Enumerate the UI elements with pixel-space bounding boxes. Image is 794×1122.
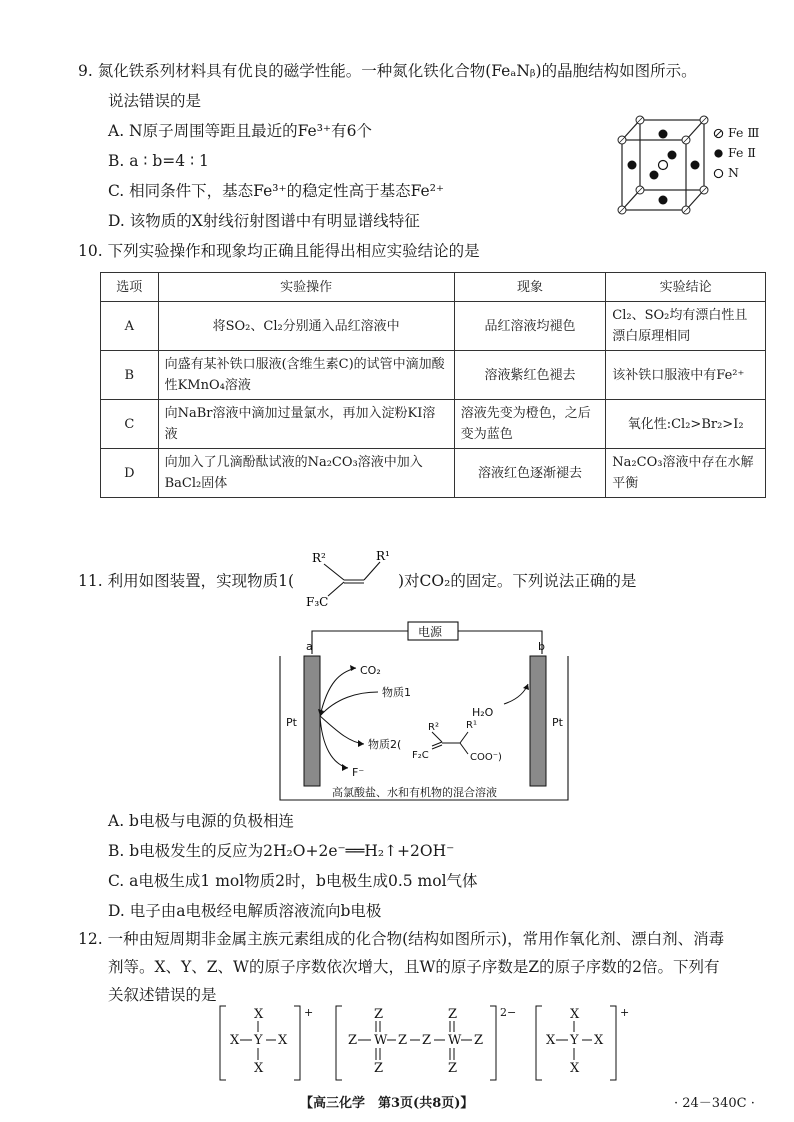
q9-option-d: D. 该物质的X射线衍射图谱中有明显谱线特征 — [108, 212, 420, 230]
svg-text:2−: 2− — [500, 1006, 517, 1019]
open-circle-icon — [713, 168, 724, 179]
wuzhi2-label: 物质2( — [368, 738, 402, 751]
row-phenomenon: 品红溶液均褪色 — [454, 302, 606, 351]
svg-text:Y: Y — [570, 1033, 579, 1048]
q12-stem-line1: 12. 一种由短周期非金属主族元素组成的化合物(结构如图所示)，常用作氧化剂、漂白剂、消毒 — [78, 930, 725, 948]
q12-stem-line3: 关叙述错误的是 — [108, 986, 217, 1004]
svg-text:+: + — [620, 1006, 630, 1019]
prod-r2-label: R² — [428, 722, 439, 733]
mol-f3c-label: F₃C — [306, 595, 329, 609]
filled-circle-icon — [713, 148, 724, 159]
q11-option-b: B. b电极发生的反应为2H₂O+2e⁻══H₂↑+2OH⁻ — [108, 842, 455, 860]
row-option: B — [101, 351, 159, 400]
arrow-wuzhi2 — [320, 716, 364, 744]
header-phenomenon: 现象 — [454, 273, 606, 302]
crystal-cell-diagram — [612, 112, 712, 222]
fminus-label: F⁻ — [352, 766, 365, 779]
row-operation: 将SO₂、Cl₂分别通入品红溶液中 — [158, 302, 454, 351]
svg-text:Y: Y — [254, 1033, 263, 1048]
table-row — [101, 400, 766, 449]
svg-text:W: W — [374, 1033, 388, 1048]
table-row — [101, 302, 766, 351]
experiment-table — [100, 272, 766, 498]
q9-option-b: B. a ∶ b=4 ∶ 1 — [108, 152, 209, 170]
svg-text:Z: Z — [448, 1007, 458, 1022]
row-option: C — [101, 400, 159, 449]
table-row — [101, 351, 766, 400]
svg-text:Z: Z — [374, 1007, 384, 1022]
footer-page-info: 【高三化学 第3页(共8页)】 — [300, 1096, 474, 1111]
q12-stem-line2: 剂等。X、Y、Z、W的原子序数依次增大，且W的原子序数是Z的原子序数的2倍。下列有 — [108, 958, 720, 976]
svg-text:Z: Z — [374, 1061, 384, 1076]
row-phenomenon: 溶液紫红色褪去 — [454, 351, 606, 400]
table-row — [101, 449, 766, 498]
q9-stem-line2: 说法错误的是 — [108, 92, 202, 110]
row-operation: 向盛有某补铁口服液(含维生素C)的试管中滴加酸性KMnO₄溶液 — [158, 351, 454, 400]
q10-stem: 10. 下列实验操作和现象均正确且能得出相应实验结论的是 — [78, 242, 480, 260]
svg-text:X: X — [594, 1033, 604, 1048]
svg-text:W: W — [448, 1033, 462, 1048]
svg-text:Z: Z — [422, 1033, 432, 1048]
svg-text:X: X — [278, 1033, 288, 1048]
electrolysis-apparatus — [272, 616, 576, 806]
row-option: D — [101, 449, 159, 498]
header-conclusion: 实验结论 — [606, 273, 766, 302]
legend-n: N — [713, 163, 759, 183]
legend-fe2: Fe Ⅱ — [713, 143, 759, 163]
hatched-circle-icon — [713, 128, 724, 139]
solution-label: 高氯酸盐、水和有机物的混合溶液 — [332, 786, 497, 799]
n-atom-icon — [659, 161, 668, 170]
header-operation: 实验操作 — [158, 273, 454, 302]
table-header-row — [101, 273, 766, 302]
row-phenomenon: 溶液先变为橙色，之后变为蓝色 — [454, 400, 606, 449]
q11-option-d: D. 电子由a电极经电解质溶液流向b电极 — [108, 902, 382, 920]
crystal-legend — [713, 123, 759, 183]
row-conclusion: Cl₂、SO₂均有漂白性且漂白原理相同 — [606, 302, 766, 351]
q9-option-a: A. N原子周围等距且最近的Fe³⁺有6个 — [108, 122, 372, 140]
prod-r1-label: R¹ — [466, 720, 477, 731]
mol-r2-label: R² — [312, 551, 326, 565]
svg-text:X: X — [570, 1061, 580, 1076]
svg-text:Z: Z — [398, 1033, 408, 1048]
svg-text:Z: Z — [348, 1033, 358, 1048]
q11-stem-pre: 11. 利用如图装置，实现物质1( — [78, 572, 294, 590]
svg-text:X: X — [254, 1007, 264, 1022]
electrode-b — [530, 656, 546, 786]
arrow-wuzhi1 — [320, 692, 378, 716]
power-label: 电源 — [418, 625, 443, 639]
header-option: 选项 — [101, 273, 159, 302]
svg-text:Z: Z — [474, 1033, 484, 1048]
electrode-b-label: b — [538, 640, 545, 653]
q9-option-c: C. 相同条件下，基态Fe³⁺的稳定性高于基态Fe²⁺ — [108, 182, 445, 200]
q11-option-a: A. b电极与电源的负极相连 — [108, 812, 294, 830]
arrow-co2 — [320, 668, 356, 716]
mol-r1-label: R¹ — [376, 549, 390, 563]
electrode-a-label: a — [306, 640, 313, 653]
svg-text:X: X — [230, 1033, 240, 1048]
pt-right-label: Pt — [552, 716, 563, 729]
row-operation: 向加入了几滴酚酞试液的Na₂CO₃溶液中加入BaCl₂固体 — [158, 449, 454, 498]
arrow-fminus — [320, 716, 348, 768]
legend-fe3: Fe Ⅲ — [713, 123, 759, 143]
row-conclusion: 氧化性:Cl₂>Br₂>I₂ — [606, 400, 766, 449]
h2o-label: H₂O — [472, 706, 494, 719]
q9-stem-line1: 9. 氮化铁系列材料具有优良的磁学性能。一种氮化铁化合物(FeₐNᵦ)的晶胞结构如图所示。 — [78, 62, 697, 80]
prod-f2c-label: F₂C — [412, 750, 429, 761]
row-conclusion: Na₂CO₃溶液中存在水解平衡 — [606, 449, 766, 498]
q11-option-c: C. a电极生成1 mol物质2时，b电极生成0.5 mol气体 — [108, 872, 478, 890]
svg-text:X: X — [254, 1061, 264, 1076]
row-phenomenon: 溶液红色逐渐褪去 — [454, 449, 606, 498]
q11-stem-post: )对CO₂的固定。下列说法正确的是 — [398, 572, 637, 590]
svg-text:X: X — [570, 1007, 580, 1022]
wuzhi1-label: 物质1 — [382, 686, 411, 699]
compound-structure — [218, 1000, 638, 1084]
svg-text:Z: Z — [448, 1061, 458, 1076]
svg-text:+: + — [304, 1006, 314, 1019]
electrode-a — [304, 656, 320, 786]
prod-coo-label: COO⁻) — [470, 752, 502, 763]
molecule-1-structure — [302, 548, 402, 610]
svg-text:X: X — [546, 1033, 556, 1048]
row-operation: 向NaBr溶液中滴加过量氯水，再加入淀粉KI溶液 — [158, 400, 454, 449]
footer-code: · 24－340C · — [674, 1096, 755, 1111]
row-conclusion: 该补铁口服液中有Fe²⁺ — [606, 351, 766, 400]
co2-label: CO₂ — [360, 664, 381, 677]
pt-left-label: Pt — [286, 716, 297, 729]
row-option: A — [101, 302, 159, 351]
